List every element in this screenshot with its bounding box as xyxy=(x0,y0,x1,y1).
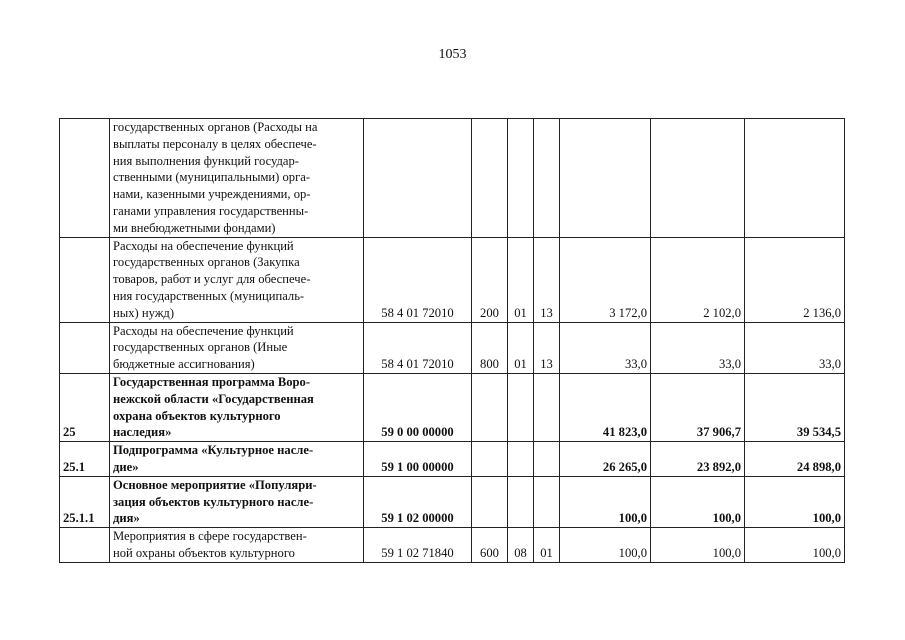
table-row xyxy=(60,442,845,477)
row-rz: 08 xyxy=(508,528,534,563)
row-pr xyxy=(534,373,560,441)
row-code: 58 4 01 72010 xyxy=(364,322,472,373)
row-year1: 41 823,0 xyxy=(560,373,651,441)
row-year1: 100,0 xyxy=(560,528,651,563)
row-vr: 800 xyxy=(472,322,508,373)
page-number: 1053 xyxy=(438,47,467,62)
row-year2: 100,0 xyxy=(651,528,745,563)
row-name: Государственная программа Воро- нежской области «Государственная охрана объектов культурного наследия» xyxy=(110,373,364,441)
row-vr xyxy=(472,373,508,441)
row-year3: 100,0 xyxy=(745,476,845,527)
table-row xyxy=(60,476,845,527)
row-index xyxy=(60,528,110,563)
row-code: 59 0 00 00000 xyxy=(364,373,472,441)
row-rz: 01 xyxy=(508,322,534,373)
row-pr: 01 xyxy=(534,528,560,563)
table-row xyxy=(60,237,845,322)
row-year1: 33,0 xyxy=(560,322,651,373)
budget-table xyxy=(59,118,845,563)
row-code: 58 4 01 72010 xyxy=(364,237,472,322)
row-pr xyxy=(534,442,560,477)
row-name: государственных органов (Расходы на выплаты персоналу в целях обеспече- ния выполнения функций государ- ственными (муниципальными) орга- нами, казенными учреждениями, ор- ганами управления государственны- ми внебюджетными фондами) xyxy=(110,119,364,238)
row-vr xyxy=(472,442,508,477)
row-code: 59 1 02 71840 xyxy=(364,528,472,563)
row-rz xyxy=(508,442,534,477)
row-name: Расходы на обеспечение функций государственных органов (Иные бюджетные ассигнования) xyxy=(110,322,364,373)
row-year2: 23 892,0 xyxy=(651,442,745,477)
row-year2: 100,0 xyxy=(651,476,745,527)
row-pr: 13 xyxy=(534,237,560,322)
row-vr: 200 xyxy=(472,237,508,322)
row-year2: 37 906,7 xyxy=(651,373,745,441)
row-index: 25 xyxy=(60,373,110,441)
row-year3: 2 136,0 xyxy=(745,237,845,322)
row-year2 xyxy=(651,119,745,238)
row-vr xyxy=(472,476,508,527)
row-year1: 3 172,0 xyxy=(560,237,651,322)
row-index xyxy=(60,322,110,373)
row-name: Подпрограмма «Культурное насле- дие» xyxy=(110,442,364,477)
row-rz: 01 xyxy=(508,237,534,322)
row-rz xyxy=(508,119,534,238)
row-rz xyxy=(508,476,534,527)
row-index: 25.1.1 xyxy=(60,476,110,527)
row-year3: 24 898,0 xyxy=(745,442,845,477)
row-code xyxy=(364,119,472,238)
row-index: 25.1 xyxy=(60,442,110,477)
table-row xyxy=(60,119,845,238)
row-name: Расходы на обеспечение функций государственных органов (Закупка товаров, работ и услуг для обеспече- ния государственных (муниципаль- ных) нужд) xyxy=(110,237,364,322)
table-row xyxy=(60,322,845,373)
row-pr xyxy=(534,119,560,238)
row-year3: 100,0 xyxy=(745,528,845,563)
table-row xyxy=(60,373,845,441)
row-name: Основное мероприятие «Популяри- зация объектов культурного насле- дия» xyxy=(110,476,364,527)
row-name: Мероприятия в сфере государствен- ной охраны объектов культурного xyxy=(110,528,364,563)
row-year3: 33,0 xyxy=(745,322,845,373)
row-year1: 26 265,0 xyxy=(560,442,651,477)
table-row xyxy=(60,528,845,563)
row-vr: 600 xyxy=(472,528,508,563)
row-year2: 33,0 xyxy=(651,322,745,373)
row-pr xyxy=(534,476,560,527)
row-year2: 2 102,0 xyxy=(651,237,745,322)
row-index xyxy=(60,119,110,238)
row-index xyxy=(60,237,110,322)
row-code: 59 1 02 00000 xyxy=(364,476,472,527)
row-vr xyxy=(472,119,508,238)
row-year3: 39 534,5 xyxy=(745,373,845,441)
row-pr: 13 xyxy=(534,322,560,373)
row-year3 xyxy=(745,119,845,238)
row-year1 xyxy=(560,119,651,238)
row-rz xyxy=(508,373,534,441)
row-code: 59 1 00 00000 xyxy=(364,442,472,477)
row-year1: 100,0 xyxy=(560,476,651,527)
